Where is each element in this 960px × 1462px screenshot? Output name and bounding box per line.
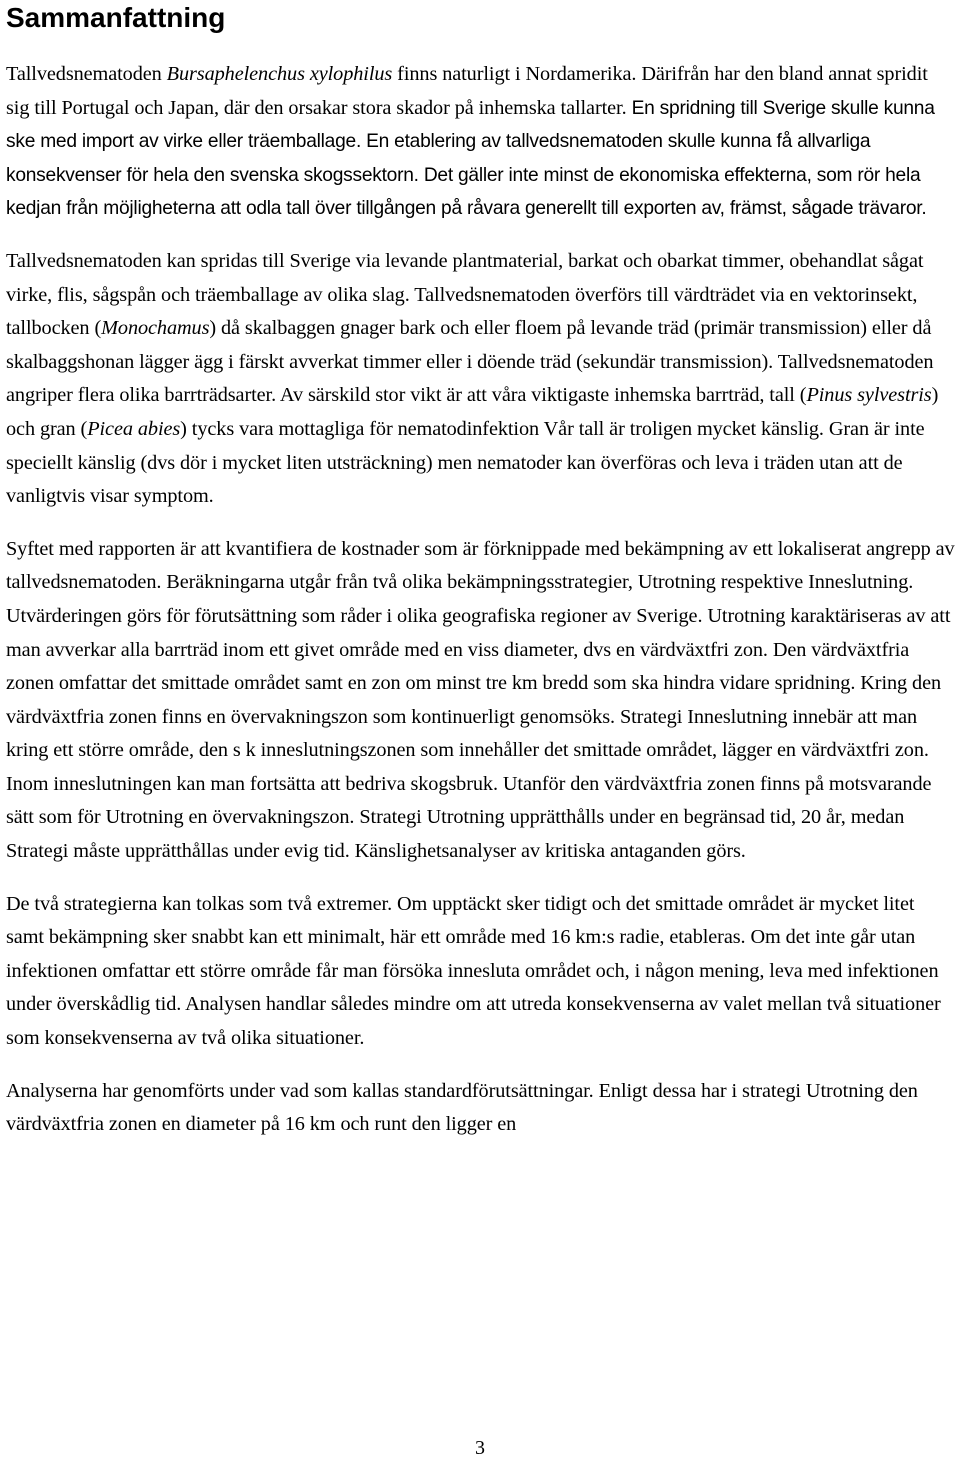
paragraph-intro-text-1: Tallvedsnematoden: [6, 63, 167, 85]
paragraph-analysis: Analyserna har genomförts under vad som kallas standardförutsättningar. Enligt dessa har i strategi Utrotning den värdväxtfria zonen en diameter på 16 km och runt den ligger en: [6, 1079, 918, 1136]
paragraph-intro-text-2: finns naturligt i Nordamerika. Därifrån har den bland annat spridit sig till Portugal och Japan, där den orsakar stora skador på inhemska tallarter.: [6, 63, 928, 119]
species-name-pinus: Pinus sylvestris: [806, 384, 932, 407]
species-name-bursaphelenchus: Bursaphelenchus xylophilus: [166, 63, 393, 85]
page-number: 3: [475, 1437, 485, 1459]
document-body: [6, 58, 956, 1161]
paragraph-spread-text-1: Tallvedsnematoden kan spridas till Sverige via levande plantmaterial, barkat och obarkat timmer, obehandlat sågat virke, flis, sågspån och träemballage av olika slag. Tallvedsnematoden överförs till värdträdet via en vektorinsekt, tallbocken (: [6, 249, 924, 340]
paragraph-intro-text-3: En spridning till Sverige skulle kunna ske med import av virke eller träemballage. En etablering av tallvedsnematoden skulle kunna få allvarliga konsekvenser för hela den svenska skogssektorn. Det gäller inte minst de ekonomiska effekterna, som rör hela kedjan från möjligheterna att odla tall över tillgången på råvara generellt till exporten av, främst, sågade trävaror.: [6, 97, 935, 220]
genus-name-monochamus: Monochamus: [101, 317, 210, 340]
paragraph-spread: [6, 245, 956, 514]
paragraph-intro: [6, 58, 956, 226]
paragraph-strategies: De två strategierna kan tolkas som två extremer. Om upptäckt sker tidigt och det smittade området är mycket litet samt bekämpning sker snabbt kan ett minimalt, här ett område med 16 km:s radie, etableras. Om det inte går utan infektionen omfattar ett större område får man försöka innesluta området och, i någon mening, leva med infektionen under överskådlig tid. Analysen handlar således mindre om att utreda konsekvenserna av valet mellan två situationer som konsekvenserna av två olika situationer.: [6, 892, 941, 1050]
species-name-picea: Picea abies: [87, 417, 181, 440]
page-title: Sammanfattning: [6, 2, 226, 33]
paragraph-spread-text-2: ) då skalbaggen gnager bark och eller floem på levande träd (primär transmission) eller då skalbaggshonan lägger ägg i färskt avverkat timmer eller i döende träd (sekundär transmission). Tallvedsnematoden angriper flera olika barrträdsarter. Av särskild stor vikt är att våra viktigaste inhemska barrträd, tall (: [6, 317, 934, 407]
paragraph-spread-text-4: ) tycks vara mottagliga för nematodinfektion Vår tall är troligen mycket känslig. Gran är inte speciellt känslig (dvs dör i mycket liten utsträckning) men nematoder kan överföras och leva i träden utan att de vanligtvis visar symptom.: [6, 417, 925, 508]
paragraph-purpose: Syftet med rapporten är att kvantifiera de kostnader som är förknippade med bekämpning av ett lokaliserat angrepp av tallvedsnematoden. Beräkningarna utgår från två olika bekämpningsstrategier, Utrotning respektive Inneslutning. Utvärderingen görs för förutsättning som råder i olika geografiska regioner av Sverige. Utrotning karaktäriseras av att man avverkar alla barrträd inom ett givet område med en viss diameter, dvs en värdväxtfri zon. Den värdväxtfria zonen omfattar det smittade området samt en zon om minst tre km bredd som ska hindra vidare spridning. Kring den värdväxtfria zonen finns en övervakningszon som kontinuerligt genomsöks. Strategi Inneslutning innebär att man kring ett större område, den s k inneslutningszonen som innehåller det smittade området, lägger en värdväxtfri zon. Inom inneslutningen kan man fortsätta att bedriva skogsbruk. Utanför den värdväxtfria zonen finns på motsvarande sätt som för Utrotning en övervakningszon. Strategi Utrotning upprätthålls under en begränsad tid, 20 år, medan Strategi måste upprätthållas under evig tid. Känslighetsanalyser av kritiska antaganden görs.: [6, 537, 955, 863]
paragraph-spread-text-3: ) och gran (: [6, 384, 939, 440]
